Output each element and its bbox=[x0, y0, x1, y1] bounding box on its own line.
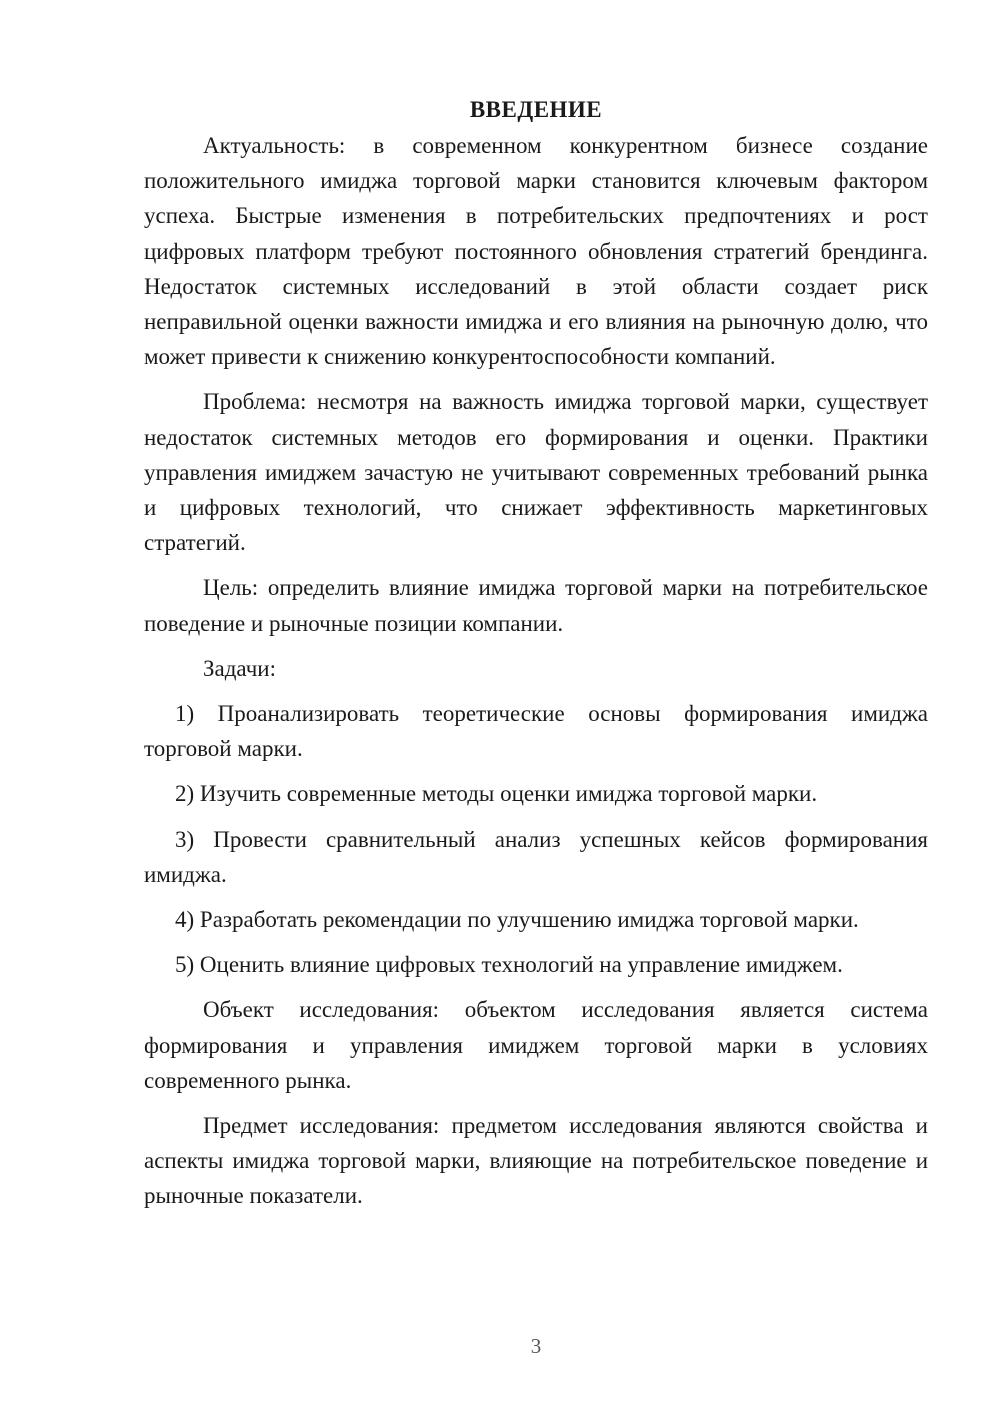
task-item-4: 4) Разработать рекомендации по улучшению имиджа торговой марки. bbox=[175, 907, 859, 933]
problem-paragraph: Проблема: несмотря на важность имиджа торговой марки, существует недостаток системных методов его формирования и оценки. Практики управления имиджем зачастую не учитывают современных требований рынка и цифровых технологий, что снижает эффективность маркетинговых стратегий. bbox=[144, 389, 928, 556]
task-item-1: 1) Проанализировать теоретические основы формирования имиджа торговой марки. bbox=[144, 701, 928, 762]
page-body bbox=[144, 92, 928, 1214]
goal-paragraph: Цель: определить влияние имиджа торговой марки на потребительское поведение и рыночные позиции компании. bbox=[144, 575, 928, 636]
page-number: 3 bbox=[530, 1334, 542, 1358]
task-item-5: 5) Оценить влияние цифровых технологий на управление имиджем. bbox=[175, 952, 843, 978]
section-heading: ВВЕДЕНИЕ bbox=[469, 97, 603, 122]
task-item-2: 2) Изучить современные методы оценки имиджа торговой марки. bbox=[175, 781, 818, 807]
relevance-paragraph: Актуальность: в современном конкурентном бизнесе создание положительного имиджа торговой марки становится ключевым фактором успеха. Быстрые изменения в потребительских предпочтениях и рост цифровых платформ требуют постоянного обновления стратегий брендинга. Недостаток системных исследований в этой области создает риск неправильной оценки важности имиджа и его влияния на рыночную долю, что может привести к снижению конкурентоспособности компаний. bbox=[144, 133, 928, 370]
task-item-3: 3) Провести сравнительный анализ успешных кейсов формирования имиджа. bbox=[144, 826, 928, 887]
tasks-heading: Задачи: bbox=[203, 655, 276, 681]
subject-paragraph: Предмет исследования: предметом исследования являются свойства и аспекты имиджа торговой марки, влияющие на потребительское поведение и рыночные показатели. bbox=[144, 1113, 928, 1209]
object-paragraph: Объект исследования: объектом исследования является система формирования и управления имиджем торговой марки в условиях современного рынка. bbox=[144, 997, 928, 1093]
